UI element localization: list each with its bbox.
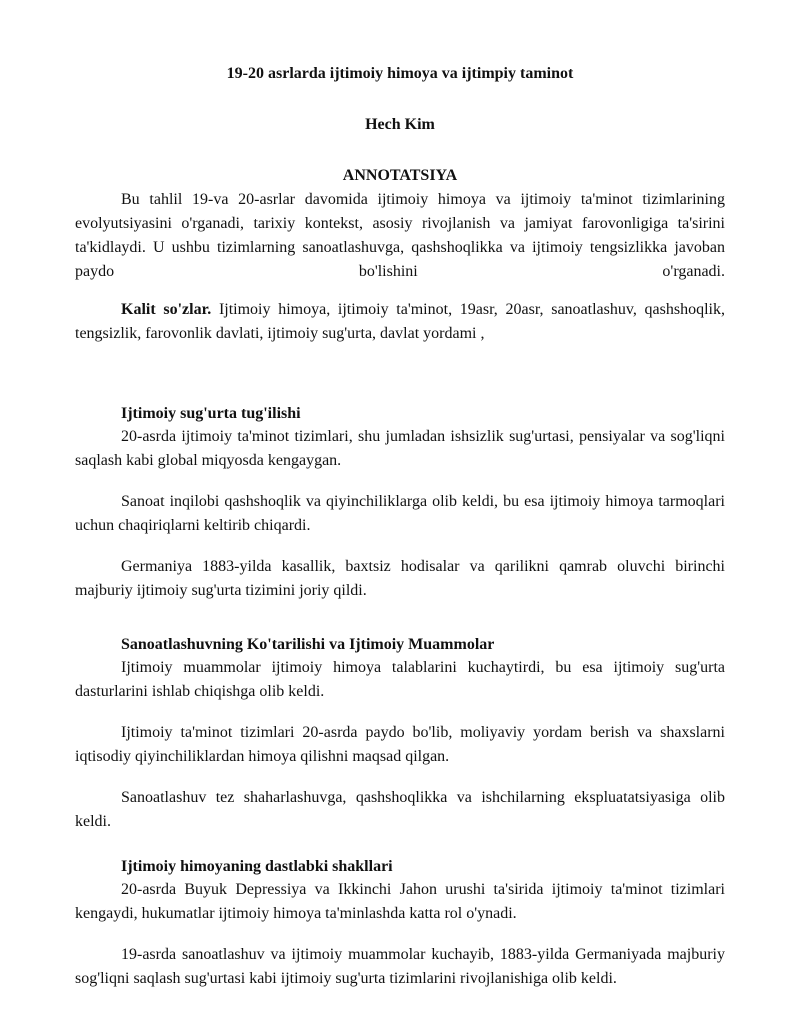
- section-heading: Ijtimoiy sug'urta tug'ilishi: [121, 405, 301, 422]
- keywords-text: Ijtimoiy himoya, ijtimoiy ta'minot, 19asr, 20asr, sanoatlashuv, qashshoqlik, tengsizlik, farovonlik davlati, ijtimoiy sug'urta, davlat yordami ,: [75, 301, 725, 342]
- author-name: Hech Kim: [365, 116, 435, 133]
- document-page: [75, 63, 725, 991]
- section-paragraph: Ijtimoiy ta'minot tizimlari 20-asrda paydo bo'lib, moliyaviy yordam berish va shaxslarni iqtisodiy qiyinchiliklardan himoya qilishni maqsad qilgan.: [75, 724, 725, 765]
- keywords-label: Kalit so'zlar.: [121, 301, 212, 318]
- section-paragraph: Germaniya 1883-yilda kasallik, baxtsiz hodisalar va qarilikni qamrab oluvchi birinchi majburiy ijtimoiy sug'urta tizimini joriy qildi.: [75, 558, 725, 599]
- section-paragraph: 19-asrda sanoatlashuv va ijtimoiy muammolar kuchayib, 1883-yilda Germaniyada majburiy sog'liqni saqlash sug'urtasi kabi ijtimoiy sug'urta tizimlarini rivojlanishiga olib keldi.: [75, 946, 725, 987]
- abstract-heading: ANNOTATSIYA: [342, 167, 458, 184]
- section-paragraph: Sanoatlashuv tez shaharlashuvga, qashshoqlikka va ishchilarning ekspluatatsiyasiga olib keldi.: [75, 789, 725, 830]
- abstract-text: Bu tahlil 19-va 20-asrlar davomida ijtimoiy himoya va ijtimoiy ta'minot tizimlarining evolyutsiyasini o'rganadi, tarixiy kontekst, asosiy rivojlanish va jamiyat farovonligiga ta'sirini ta'kidlaydi. U ushbu tizimlarning sanoatlashuvga, qashshoqlikka va ijtimoiy tengsizlikka javoban paydo bo'lishini o'rganadi.: [75, 191, 725, 280]
- keywords-paragraph: [75, 298, 725, 346]
- section-paragraph: 20-asrda ijtimoiy ta'minot tizimlari, shu jumladan ishsizlik sug'urtasi, pensiyalar va sog'liqni saqlash kabi global miqyosda kengaygan.: [75, 428, 725, 469]
- section-paragraph: 20-asrda Buyuk Depressiya va Ikkinchi Jahon urushi ta'sirida ijtimoiy ta'minot tizimlari kengaydi, hukumatlar ijtimoiy himoya ta'minlashda katta rol o'ynadi.: [75, 881, 725, 922]
- document-title: 19-20 asrlarda ijtimoiy himoya va ijtimpiy taminot: [226, 65, 574, 82]
- section-paragraph: Ijtimoiy muammolar ijtimoiy himoya talablarini kuchaytirdi, bu esa ijtimoiy sug'urta dasturlarini ishlab chiqishga olib keldi.: [75, 659, 725, 700]
- section-paragraph: Sanoat inqilobi qashshoqlik va qiyinchiliklarga olib keldi, bu esa ijtimoiy himoya tarmoqlari uchun chaqiriqlarni keltirib chiqardi.: [75, 493, 725, 534]
- section-heading: Ijtimoiy himoyaning dastlabki shakllari: [121, 858, 393, 875]
- section-heading: Sanoatlashuvning Ko'tarilishi va Ijtimoiy Muammolar: [121, 636, 495, 653]
